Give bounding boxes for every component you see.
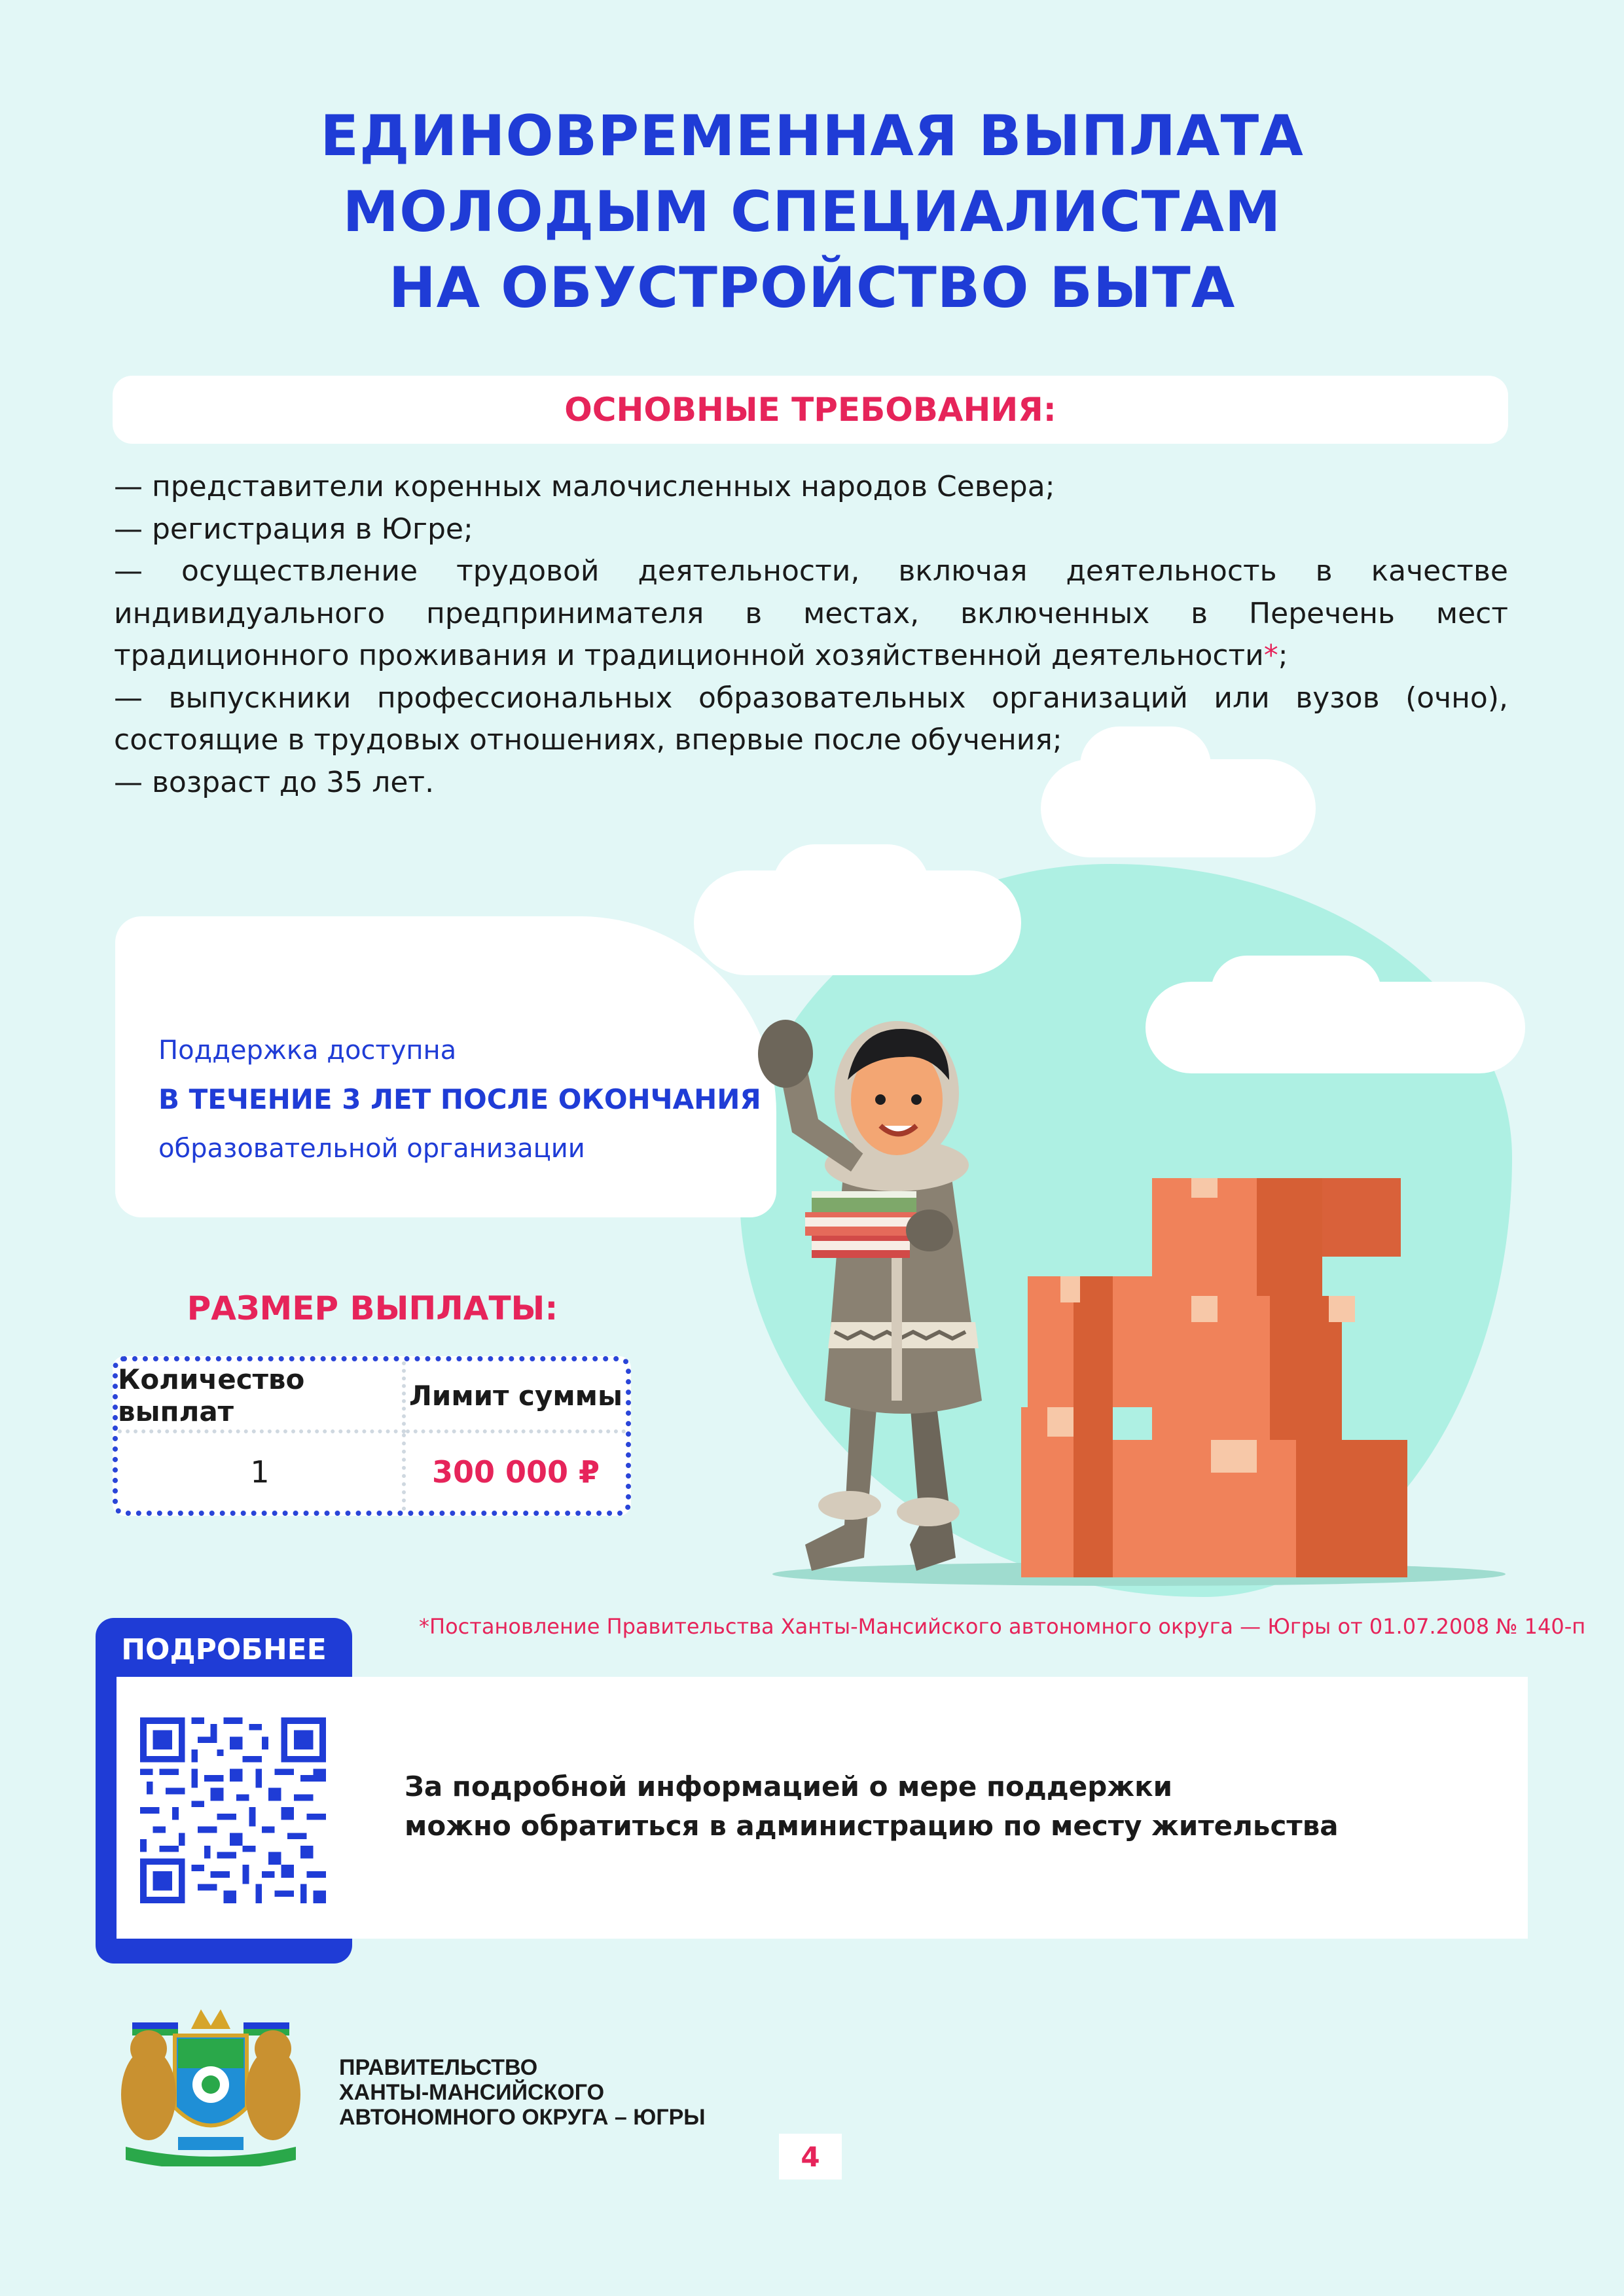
title-line-3: НА ОБУСТРОЙСТВО БЫТА: [388, 255, 1236, 321]
column-header-count: Количество выплат: [118, 1361, 406, 1433]
requirement-item: — представители коренных малочисленных народов Севера;: [114, 470, 1055, 503]
requirement-item: — регистрация в Югре;: [114, 512, 473, 546]
page-number: 4: [779, 2134, 842, 2179]
footnote-asterisk: *: [1263, 639, 1278, 672]
requirements-list: [114, 466, 1508, 804]
payment-table: [113, 1356, 631, 1516]
requirements-heading: ОСНОВНЫЕ ТРЕБОВАНИЯ:: [564, 391, 1056, 429]
requirement-item: — возраст до 35 лет.: [114, 765, 435, 799]
page-title: [0, 98, 1624, 326]
organization-name: [339, 2055, 863, 2130]
support-line-3: образовательной организации: [158, 1134, 585, 1164]
payment-count-value: 1: [118, 1433, 406, 1511]
person-icon: [758, 1020, 982, 1571]
title-line-1: ЕДИНОВРЕМЕННАЯ ВЫПЛАТА: [320, 103, 1304, 169]
cloud-decoration: [772, 844, 929, 929]
payment-limit-value: 300 000 ₽: [431, 1454, 600, 1490]
illustration-person-with-boxes: [733, 982, 1512, 1590]
more-info-line-1: За подробной информацией о мере поддержки: [405, 1770, 1173, 1803]
requirements-header: [113, 376, 1508, 444]
requirement-item: [114, 550, 1508, 677]
requirement-item-end: ;: [1278, 639, 1288, 672]
more-info-line-2: можно обратиться в администрацию по месту жительства: [405, 1810, 1339, 1842]
org-line-2: ХАНТЫ-МАНСИЙСКОГО: [339, 2080, 605, 2105]
org-line-1: ПРАВИТЕЛЬСТВО: [339, 2055, 538, 2080]
more-info-text: [405, 1767, 1452, 1846]
org-line-3: АВТОНОМНОГО ОКРУГА – ЮГРЫ: [339, 2105, 706, 2130]
title-line-2: МОЛОДЫМ СПЕЦИАЛИСТАМ: [342, 179, 1282, 245]
support-line-2: В ТЕЧЕНИЕ 3 ЛЕТ ПОСЛЕ ОКОНЧАНИЯ: [158, 1083, 761, 1115]
support-card: [115, 916, 776, 1217]
coat-of-arms-icon: [113, 2003, 309, 2166]
qr-code-icon[interactable]: [140, 1717, 326, 1903]
support-line-1: Поддержка доступна: [158, 1035, 457, 1066]
requirement-item: — выпускники профессиональных образовательных организаций или вузов (очно), состоящие в трудовых отношениях, впервые после обучения;: [114, 681, 1508, 757]
footnote: *Постановление Правительства Ханты-Мансийского автономного округа — Югры от 01.07.2008 № 140-п: [419, 1614, 1586, 1639]
requirement-item-text: — осуществление трудовой деятельности, включая деятельность в качестве индивидуального предпринимателя в местах, включенных в Перечень мест традиционного проживания и традиционной хозяйственной деятельности: [114, 554, 1508, 672]
cloud-decoration: [1080, 726, 1211, 805]
column-header-limit: Лимит суммы: [406, 1361, 626, 1433]
more-label: ПОДРОБНЕЕ: [121, 1632, 327, 1666]
payment-heading: РАЗМЕР ВЫПЛАТЫ:: [187, 1289, 558, 1327]
